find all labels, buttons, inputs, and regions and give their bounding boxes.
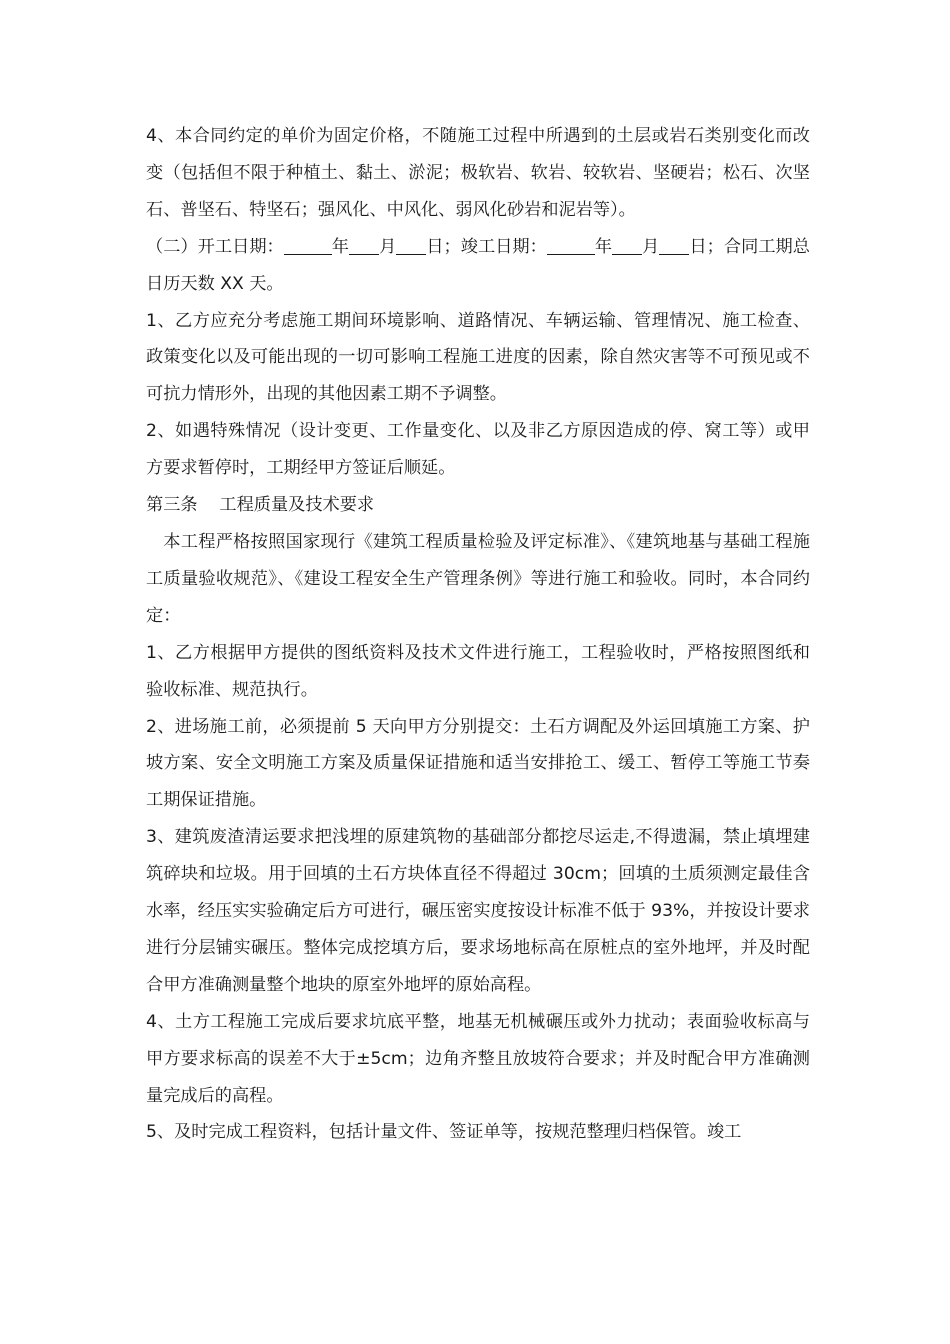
label-month: 月 bbox=[379, 236, 397, 257]
paragraph-schedule-dates bbox=[146, 229, 810, 303]
paragraph-price-fixed: 4、本合同约定的单价为固定价格，不随施工过程中所遇到的土层或岩石类别变化而改变（包括但不限于种植土、黏土、淤泥；极软岩、软岩、较软岩、坚硬岩；松石、次坚石、普坚石、特坚石；强风化、中风化、弱风化砂岩和泥岩等）。 bbox=[146, 126, 810, 220]
paragraph-article-3-intro: 本工程严格按照国家现行《建筑工程质量检验及评定标准》、《建筑地基与基础工程施工质量验收规范》、《建设工程安全生产管理条例》等进行施工和验收。同时，本合同约定： bbox=[146, 531, 810, 626]
blank-start-year bbox=[284, 234, 332, 255]
blank-start-day bbox=[396, 234, 426, 255]
paragraph-article-3-item-5: 5、及时完成工程资料，包括计量文件、签证单等，按规范整理归档保管。竣工 bbox=[146, 1122, 742, 1143]
schedule-prefix: （二）开工日期： bbox=[146, 236, 284, 257]
paragraph-schedule-item-2: 2、如遇特殊情况（设计变更、工作量变化、以及非乙方原因造成的停、窝工等）或甲方要求暂停时，工期经甲方签证后顺延。 bbox=[146, 421, 810, 479]
label-year: 年 bbox=[331, 236, 350, 257]
blank-end-day bbox=[659, 234, 689, 255]
label-month-end: 月 bbox=[642, 236, 660, 257]
paragraph-article-3-item-3: 3、建筑废渣清运要求把浅埋的原建筑物的基础部分都挖尽运走,不得遗漏，禁止填埋建筑碎块和垃圾。用于回填的土石方块体直径不得超过 30cm；回填的土质须测定最佳含水率，经压实实验确定后方可进行，碾压密实度按设计标准不低于 93%，并按设计要求进行分层铺实碾压。整体完成挖填方后，要求场地标高在原桩点的室外地坪，并及时配合甲方准确测量整个地块的原室外地坪的原始高程。 bbox=[146, 827, 810, 995]
paragraph-article-3-item-4: 4、土方工程施工完成后要求坑底平整，地基无机械碾压或外力扰动；表面验收标高与甲方要求标高的误差不大于±5cm；边角齐整且放坡符合要求；并及时配合甲方准确测量完成后的高程。 bbox=[146, 1011, 810, 1106]
blank-end-year bbox=[547, 234, 595, 255]
blank-end-month bbox=[612, 234, 642, 255]
document-page bbox=[146, 118, 810, 1151]
paragraph-article-3-item-2: 2、进场施工前，必须提前 5 天向甲方分别提交：土石方调配及外运回填施工方案、护坡方案、安全文明施工方案及质量保证措施和适当安排抢工、缓工、暂停工等施工节奏工期保证措施。 bbox=[146, 716, 810, 811]
label-day-separator: 日；竣工日期： bbox=[426, 236, 547, 257]
label-day-end: 日；合同工期总日历天数 XX 天。 bbox=[146, 236, 810, 294]
label-year-end: 年 bbox=[594, 236, 613, 257]
blank-start-month bbox=[349, 234, 379, 255]
article-3-heading: 第三条 工程质量及技术要求 bbox=[146, 495, 375, 516]
paragraph-schedule-item-1: 1、乙方应充分考虑施工期间环境影响、道路情况、车辆运输、管理情况、施工检查、政策变化以及可能出现的一切可影响工程施工进度的因素，除自然灾害等不可预见或不可抗力情形外，出现的其他因素工期不予调整。 bbox=[146, 310, 810, 405]
paragraph-article-3-item-1: 1、乙方根据甲方提供的图纸资料及技术文件进行施工，工程验收时，严格按照图纸和验收标准、规范执行。 bbox=[146, 642, 810, 700]
